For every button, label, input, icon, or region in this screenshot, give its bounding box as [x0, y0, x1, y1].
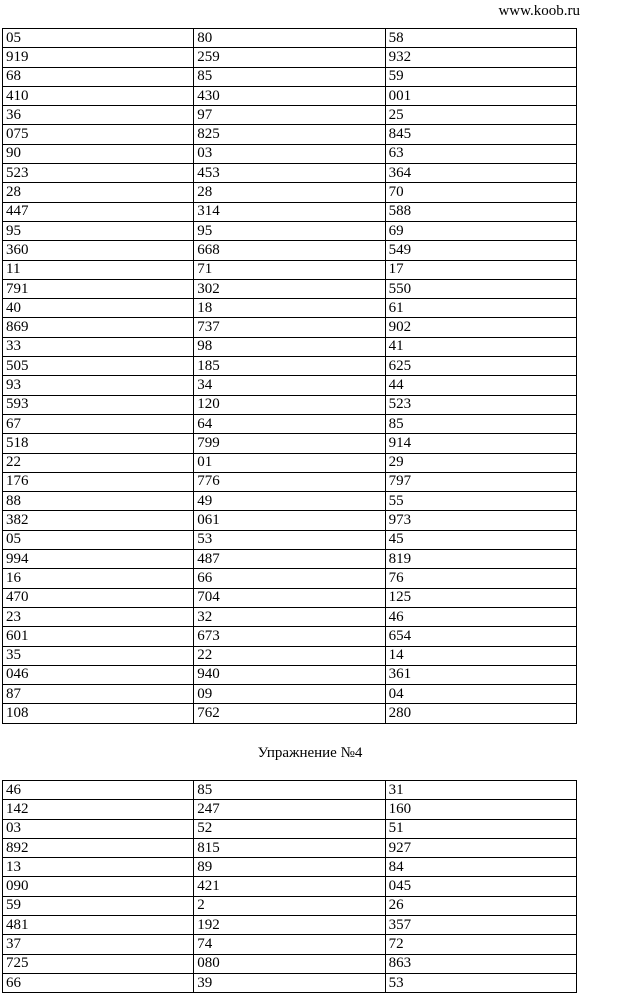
table-cell: 892 [3, 838, 194, 857]
table-cell: 16 [3, 569, 194, 588]
table-row [3, 183, 577, 202]
table-row [3, 627, 577, 646]
table-cell: 61 [385, 299, 576, 318]
table-cell: 247 [194, 800, 385, 819]
numbers-table-2 [2, 780, 577, 993]
table-cell: 361 [385, 665, 576, 684]
table-cell: 737 [194, 318, 385, 337]
table-cell: 192 [194, 916, 385, 935]
table-cell: 797 [385, 472, 576, 491]
table-row [3, 530, 577, 549]
table-cell: 523 [3, 164, 194, 183]
table-cell: 23 [3, 607, 194, 626]
table-row [3, 954, 577, 973]
table-cell: 654 [385, 627, 576, 646]
table-row [3, 260, 577, 279]
site-url[interactable]: www.koob.ru [498, 3, 580, 19]
table-cell: 72 [385, 935, 576, 954]
table-cell: 185 [194, 357, 385, 376]
table-cell: 41 [385, 337, 576, 356]
table-row [3, 838, 577, 857]
table-cell: 815 [194, 838, 385, 857]
table-row [3, 164, 577, 183]
table-cell: 49 [194, 492, 385, 511]
table-cell: 44 [385, 376, 576, 395]
table-cell: 061 [194, 511, 385, 530]
table-cell: 940 [194, 665, 385, 684]
table-cell: 95 [194, 221, 385, 240]
table-cell: 825 [194, 125, 385, 144]
table-cell: 13 [3, 858, 194, 877]
table-cell: 84 [385, 858, 576, 877]
table-cell: 176 [3, 472, 194, 491]
table-cell: 17 [385, 260, 576, 279]
table-cell: 364 [385, 164, 576, 183]
table-cell: 22 [194, 646, 385, 665]
table-cell: 863 [385, 954, 576, 973]
table-cell: 902 [385, 318, 576, 337]
table-cell: 11 [3, 260, 194, 279]
table-row [3, 357, 577, 376]
table-cell: 160 [385, 800, 576, 819]
table-cell: 302 [194, 279, 385, 298]
table-cell: 03 [3, 819, 194, 838]
table-row [3, 896, 577, 915]
table-row [3, 86, 577, 105]
table-row [3, 877, 577, 896]
table-cell: 46 [385, 607, 576, 626]
table-cell: 40 [3, 299, 194, 318]
table-cell: 59 [385, 67, 576, 86]
exercise-heading: Упражнение №4 [257, 745, 363, 761]
table-row [3, 550, 577, 569]
table-cell: 22 [3, 453, 194, 472]
table-cell: 919 [3, 48, 194, 67]
table-cell: 51 [385, 819, 576, 838]
table-row [3, 781, 577, 800]
table-cell: 725 [3, 954, 194, 973]
table-cell: 87 [3, 685, 194, 704]
table-row [3, 588, 577, 607]
table-cell: 075 [3, 125, 194, 144]
table-cell: 481 [3, 916, 194, 935]
table-cell: 28 [194, 183, 385, 202]
table-cell: 93 [3, 376, 194, 395]
table-cell: 34 [194, 376, 385, 395]
table-cell: 704 [194, 588, 385, 607]
table-cell: 776 [194, 472, 385, 491]
table-cell: 120 [194, 395, 385, 414]
table-cell: 927 [385, 838, 576, 857]
table-cell: 26 [385, 896, 576, 915]
table-cell: 58 [385, 29, 576, 48]
table-row [3, 472, 577, 491]
table-row [3, 685, 577, 704]
table-row [3, 202, 577, 221]
table-row [3, 665, 577, 684]
table-row [3, 973, 577, 992]
table-cell: 09 [194, 685, 385, 704]
table-row [3, 279, 577, 298]
table-cell: 35 [3, 646, 194, 665]
table-row [3, 29, 577, 48]
table-cell: 523 [385, 395, 576, 414]
table-cell: 314 [194, 202, 385, 221]
table-cell: 85 [194, 781, 385, 800]
table-row [3, 125, 577, 144]
table-cell: 04 [385, 685, 576, 704]
table-row [3, 337, 577, 356]
table-cell: 125 [385, 588, 576, 607]
table-cell: 03 [194, 144, 385, 163]
table-cell: 70 [385, 183, 576, 202]
table-row [3, 144, 577, 163]
table-cell: 046 [3, 665, 194, 684]
table-cell: 932 [385, 48, 576, 67]
table-cell: 360 [3, 241, 194, 260]
table-cell: 28 [3, 183, 194, 202]
table-row [3, 241, 577, 260]
table-cell: 01 [194, 453, 385, 472]
table-cell: 59 [3, 896, 194, 915]
table-cell: 18 [194, 299, 385, 318]
table-cell: 31 [385, 781, 576, 800]
table-row [3, 492, 577, 511]
table-row [3, 916, 577, 935]
table-cell: 55 [385, 492, 576, 511]
table-row [3, 819, 577, 838]
table-row [3, 318, 577, 337]
table-cell: 673 [194, 627, 385, 646]
table-row [3, 395, 577, 414]
table-cell: 66 [3, 973, 194, 992]
table-cell: 518 [3, 434, 194, 453]
table-cell: 487 [194, 550, 385, 569]
table-cell: 95 [3, 221, 194, 240]
table-cell: 52 [194, 819, 385, 838]
table-cell: 994 [3, 550, 194, 569]
table-cell: 470 [3, 588, 194, 607]
table-row [3, 106, 577, 125]
table-cell: 045 [385, 877, 576, 896]
table-cell: 550 [385, 279, 576, 298]
table-cell: 453 [194, 164, 385, 183]
table-row [3, 704, 577, 723]
table-cell: 64 [194, 414, 385, 433]
table-cell: 46 [3, 781, 194, 800]
table-row [3, 299, 577, 318]
table-cell: 762 [194, 704, 385, 723]
table-cell: 001 [385, 86, 576, 105]
table-cell: 593 [3, 395, 194, 414]
table-row [3, 511, 577, 530]
table-cell: 05 [3, 530, 194, 549]
table-row [3, 800, 577, 819]
table-1-body [3, 29, 577, 724]
table-cell: 71 [194, 260, 385, 279]
table-row [3, 67, 577, 86]
table-cell: 142 [3, 800, 194, 819]
table-row [3, 569, 577, 588]
table-row [3, 414, 577, 433]
table-cell: 259 [194, 48, 385, 67]
table-row [3, 646, 577, 665]
numbers-table-1 [2, 28, 577, 724]
table-cell: 549 [385, 241, 576, 260]
table-cell: 090 [3, 877, 194, 896]
table-cell: 89 [194, 858, 385, 877]
table-cell: 410 [3, 86, 194, 105]
table-cell: 14 [385, 646, 576, 665]
table-cell: 588 [385, 202, 576, 221]
table-row [3, 453, 577, 472]
table-cell: 37 [3, 935, 194, 954]
table-cell: 85 [385, 414, 576, 433]
table-row [3, 434, 577, 453]
table-cell: 97 [194, 106, 385, 125]
table-cell: 2 [194, 896, 385, 915]
table-cell: 914 [385, 434, 576, 453]
table-cell: 869 [3, 318, 194, 337]
table-cell: 32 [194, 607, 385, 626]
table-row [3, 858, 577, 877]
table-cell: 108 [3, 704, 194, 723]
table-2-body [3, 781, 577, 993]
table-cell: 447 [3, 202, 194, 221]
table-row [3, 48, 577, 67]
table-cell: 973 [385, 511, 576, 530]
table-cell: 68 [3, 67, 194, 86]
table-cell: 53 [194, 530, 385, 549]
table-cell: 53 [385, 973, 576, 992]
table-cell: 98 [194, 337, 385, 356]
table-cell: 430 [194, 86, 385, 105]
table-cell: 36 [3, 106, 194, 125]
table-cell: 67 [3, 414, 194, 433]
table-cell: 69 [385, 221, 576, 240]
table-cell: 05 [3, 29, 194, 48]
table-cell: 45 [385, 530, 576, 549]
table-cell: 625 [385, 357, 576, 376]
table-cell: 63 [385, 144, 576, 163]
table-row [3, 607, 577, 626]
table-cell: 080 [194, 954, 385, 973]
table-cell: 80 [194, 29, 385, 48]
table-cell: 66 [194, 569, 385, 588]
table-cell: 280 [385, 704, 576, 723]
table-cell: 799 [194, 434, 385, 453]
table-cell: 29 [385, 453, 576, 472]
table-cell: 791 [3, 279, 194, 298]
table-cell: 39 [194, 973, 385, 992]
table-cell: 505 [3, 357, 194, 376]
table-cell: 421 [194, 877, 385, 896]
table-cell: 601 [3, 627, 194, 646]
table-cell: 76 [385, 569, 576, 588]
table-cell: 88 [3, 492, 194, 511]
table-row [3, 376, 577, 395]
table-cell: 382 [3, 511, 194, 530]
table-row [3, 935, 577, 954]
table-cell: 74 [194, 935, 385, 954]
table-cell: 357 [385, 916, 576, 935]
table-cell: 90 [3, 144, 194, 163]
table-cell: 33 [3, 337, 194, 356]
table-row [3, 221, 577, 240]
table-cell: 668 [194, 241, 385, 260]
table-cell: 85 [194, 67, 385, 86]
table-cell: 845 [385, 125, 576, 144]
table-cell: 25 [385, 106, 576, 125]
table-cell: 819 [385, 550, 576, 569]
